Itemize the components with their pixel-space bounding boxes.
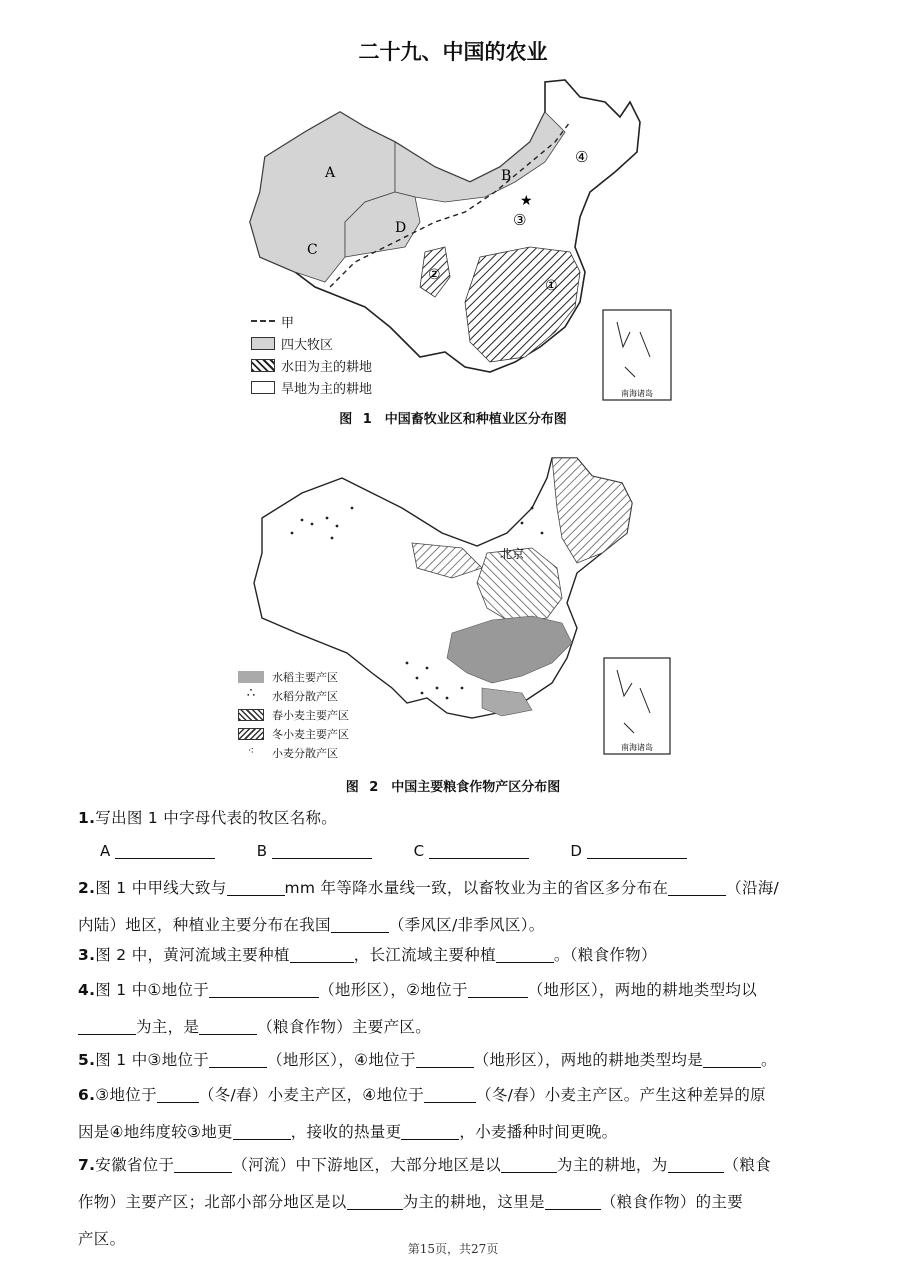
answer-blank[interactable] — [416, 1049, 474, 1068]
answer-blank[interactable] — [424, 1084, 476, 1103]
answer-blank[interactable] — [429, 840, 529, 859]
answer-blank[interactable] — [496, 944, 554, 963]
inset-label: 南海诸岛 — [621, 743, 653, 752]
answer-blank[interactable] — [199, 1016, 257, 1035]
map-label-d: D — [395, 220, 407, 236]
answer-blank[interactable] — [668, 877, 726, 896]
beijing-label: 北京 — [500, 547, 525, 561]
dots-swatch: ∴ — [246, 685, 256, 701]
legend-item-spring-wheat: 春小麦主要产区 — [238, 705, 349, 724]
answer-blank[interactable] — [331, 914, 389, 933]
answer-blank[interactable] — [227, 877, 285, 896]
legend-item-paddy: 水田为主的耕地 — [251, 354, 372, 376]
answer-blank[interactable] — [468, 979, 528, 998]
hatch-right-swatch — [238, 709, 264, 721]
map-label-b: B — [501, 168, 512, 184]
answer-blank[interactable] — [209, 979, 319, 998]
map-label-c: C — [307, 242, 318, 258]
question-5: 5.图 1 中③地位于 （地形区），④地位于 （地形区），两地的耕地类型均是 。 — [78, 1051, 777, 1069]
question-6: 6.③地位于 （冬/春）小麦主产区，④地位于 （冬/春）小麦主产区。产生这种差异的原 因是④地纬度较③地更 ，接收的热量更 ，小麦播种时间更晚。 — [78, 1086, 766, 1141]
page-footer: 第15页，共27页 — [407, 1242, 499, 1256]
answer-blank[interactable] — [668, 1154, 724, 1173]
answer-blank[interactable] — [703, 1049, 761, 1068]
answer-blank[interactable] — [545, 1191, 601, 1210]
legend-item-jia: 甲 — [251, 310, 372, 332]
answer-blank[interactable] — [209, 1049, 267, 1068]
map-label-3: ③ — [513, 211, 527, 229]
answer-blank[interactable] — [290, 944, 354, 963]
hatch-left-swatch — [238, 728, 264, 740]
dashed-line-swatch — [251, 320, 275, 322]
question-4: 4.图 1 中①地位于 （地形区），②地位于 （地形区），两地的耕地类型均以 为主，是 （粮食作物）主要产区。 — [78, 981, 758, 1036]
answer-blank[interactable] — [347, 1191, 403, 1210]
answer-blank[interactable] — [272, 840, 372, 859]
svg-text:★: ★ — [520, 193, 533, 209]
page-title: 二十九、中国的农业 — [358, 40, 548, 64]
gray-swatch — [251, 337, 275, 350]
answer-blank[interactable] — [587, 840, 687, 859]
legend-item-pastoral: 四大牧区 — [251, 332, 372, 354]
answer-blank[interactable] — [401, 1121, 459, 1140]
figure2-legend — [238, 667, 349, 762]
map-label-a: A — [325, 165, 336, 181]
legend-item-rice-main: 水稻主要产区 — [238, 667, 349, 686]
answer-blank[interactable] — [501, 1154, 557, 1173]
question-2: 2.图 1 中甲线大致与 mm 年等降水量线一致，以畜牧业为主的省区多分布在 （沿海/ 内陆）地区，种植业主要分布在我国 （季风区/非季风区）。 — [78, 879, 780, 934]
question-7: 7.安徽省位于 （河流）中下游地区，大部分地区是以 为主的耕地，为 （粮食 作物）主要产区；北部小部分地区是以 为主的耕地，这里是 （粮食作物）的主要 产区。 — [78, 1156, 771, 1248]
white-swatch — [251, 381, 275, 394]
map-label-2: ② — [428, 267, 441, 283]
figure2-caption: 图 2 中国主要粮食作物产区分布图 — [345, 780, 561, 795]
answer-blank[interactable] — [233, 1121, 291, 1140]
figure1-legend — [251, 310, 372, 398]
legend-item-wheat-scattered: ⁖ 小麦分散产区 — [238, 743, 349, 762]
figure1-caption: 图 1 中国畜牧业区和种植业区分布图 — [339, 412, 567, 427]
map-label-4: ④ — [575, 148, 589, 166]
answer-blank[interactable] — [174, 1154, 232, 1173]
question-3: 3.图 2 中，黄河流域主要种植 ，长江流域主要种植 。（粮食作物） — [78, 946, 657, 964]
inset-label: 南海诸岛 — [621, 389, 653, 398]
answer-blank[interactable] — [78, 1016, 136, 1035]
question-1: 1.写出图 1 中字母代表的牧区名称。 — [78, 809, 338, 827]
legend-item-dryland: 旱地为主的耕地 — [251, 376, 372, 398]
small-dots-swatch: ⁖ — [247, 743, 255, 757]
answer-blank[interactable] — [115, 840, 215, 859]
gray-swatch — [238, 671, 264, 683]
answer-blank[interactable] — [157, 1084, 199, 1103]
hatch-swatch — [251, 359, 275, 372]
legend-item-rice-scattered: ∴ 水稻分散产区 — [238, 686, 349, 705]
legend-item-winter-wheat: 冬小麦主要产区 — [238, 724, 349, 743]
question-1-blanks: A B C D — [100, 840, 722, 860]
map-label-1: ① — [545, 278, 558, 294]
